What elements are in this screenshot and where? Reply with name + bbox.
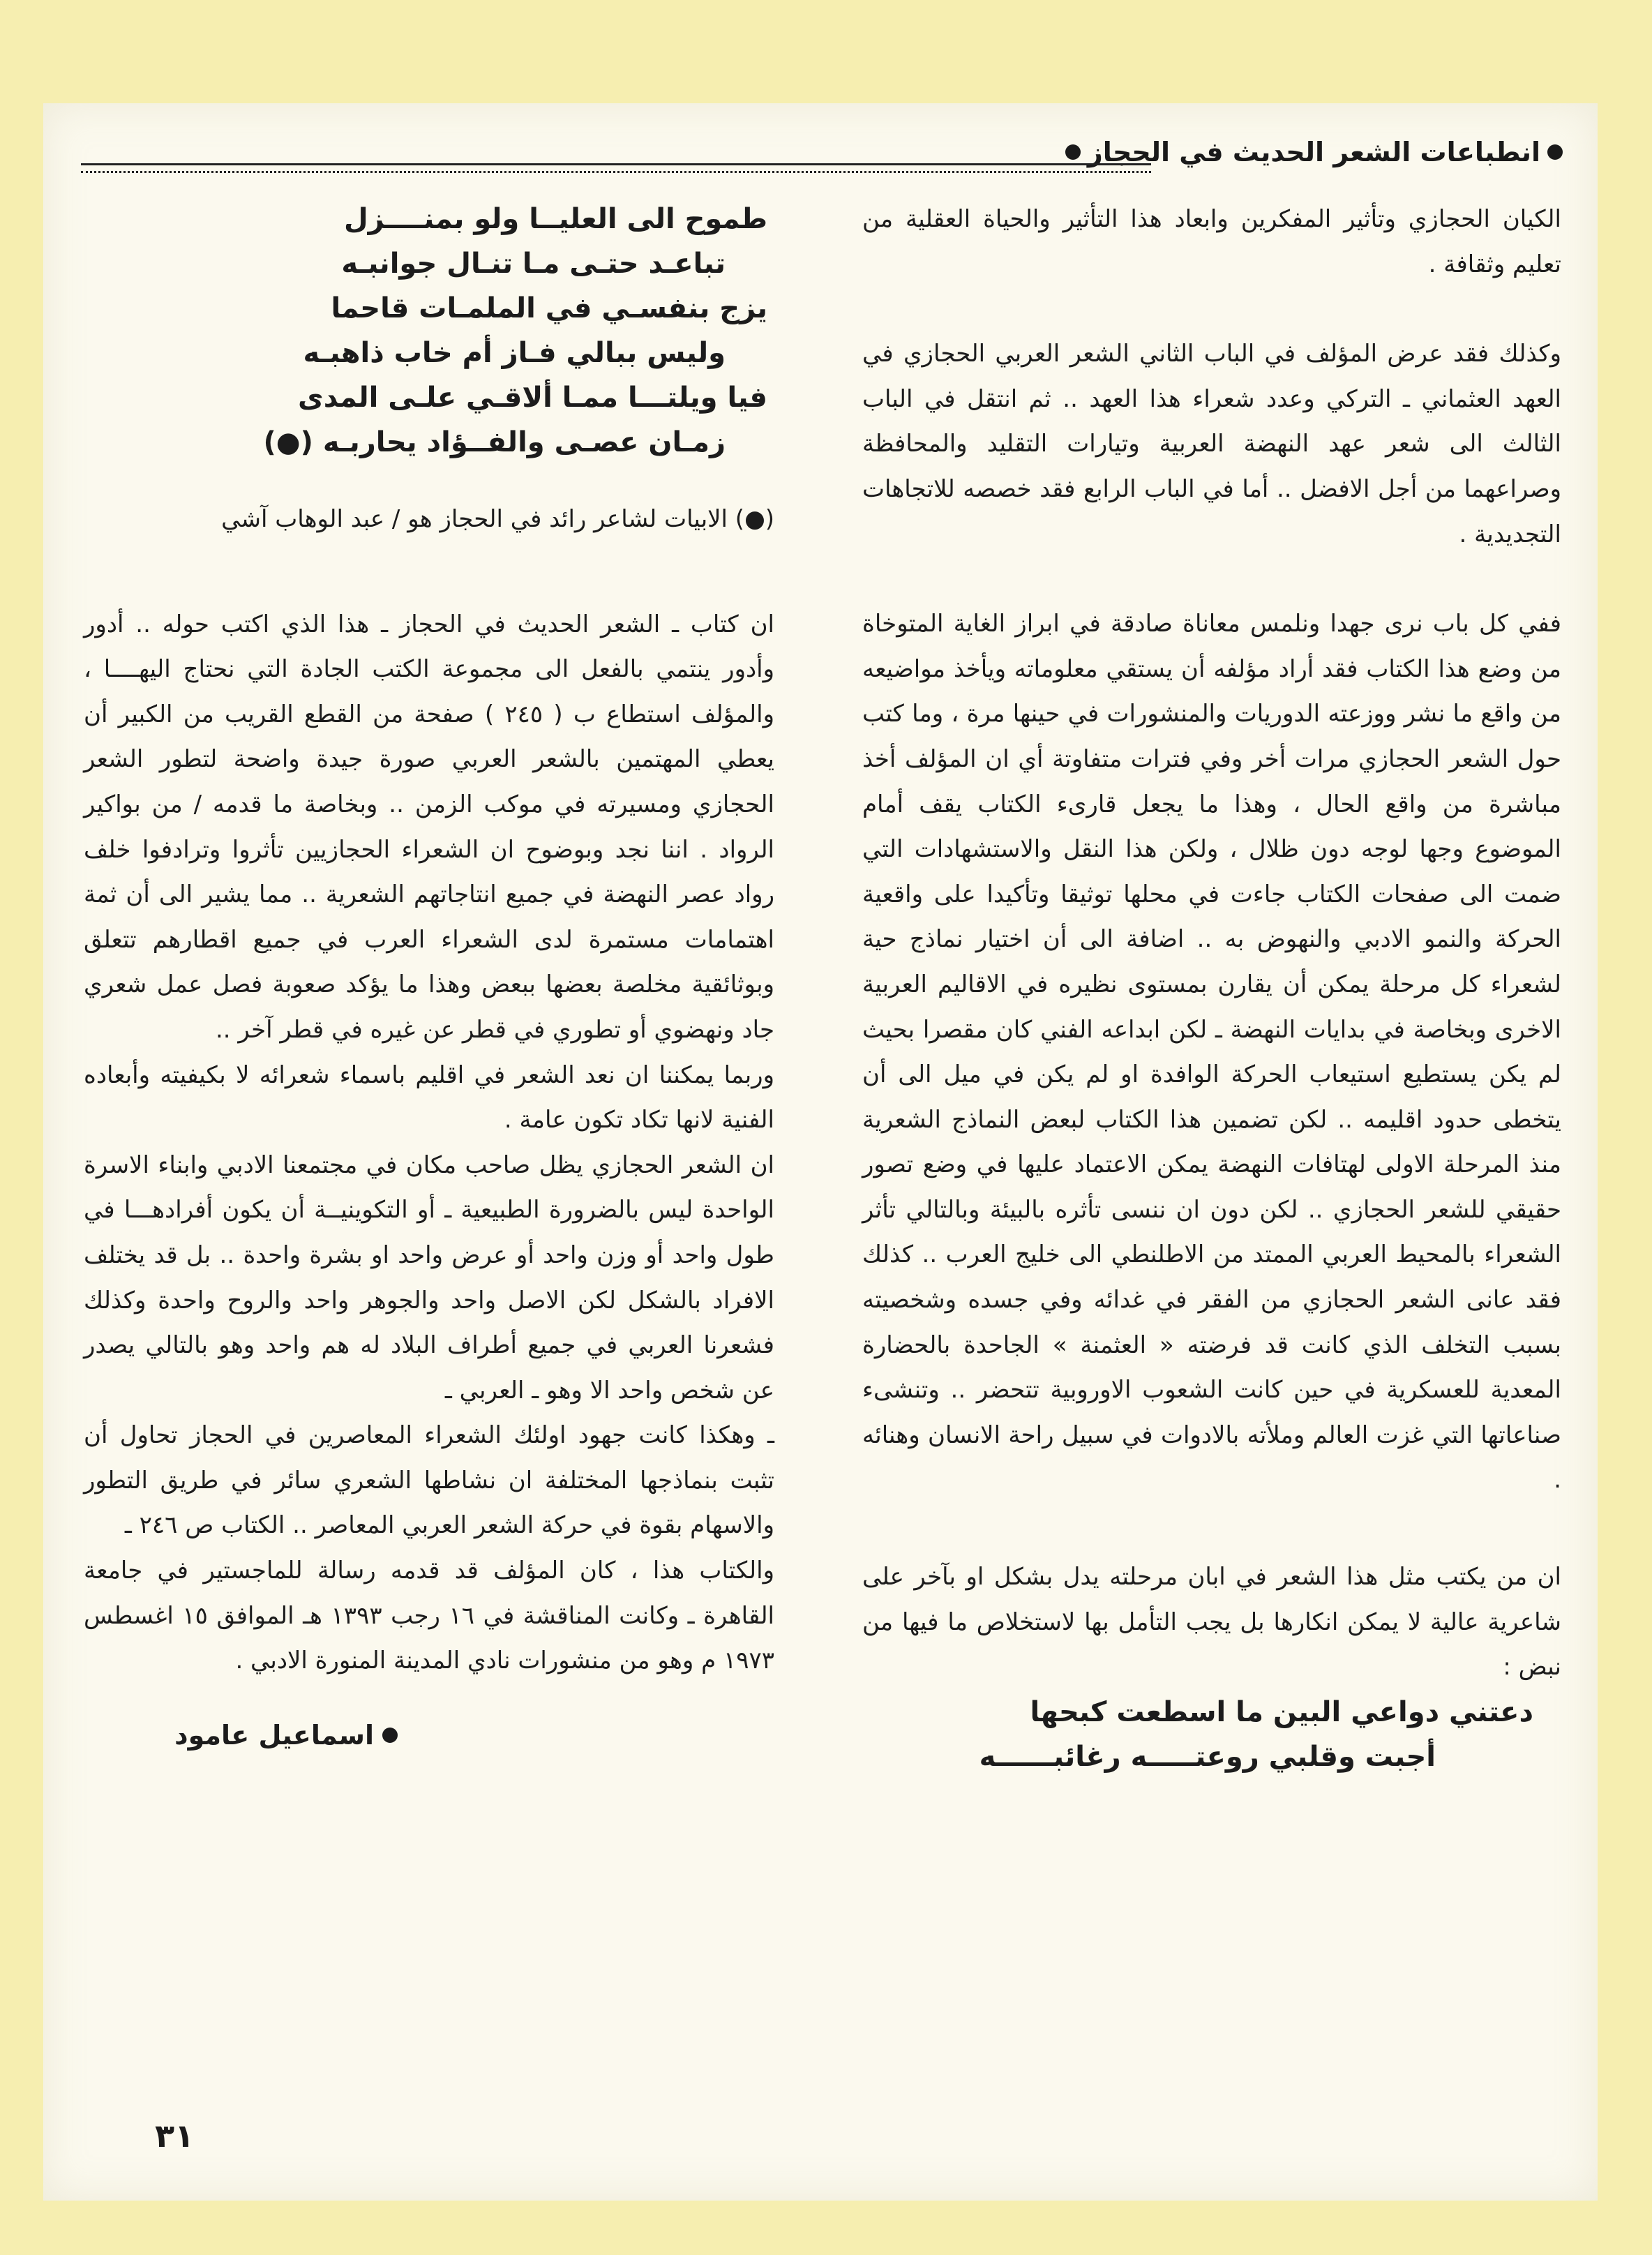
- left-paragraph-1: ان كتاب ـ الشعر الحديث في الحجاز ـ هذا الذي اكتب حوله .. أدور وأدور ينتمي بالفعل الى مجموعة الكتب الجادة التي نحتاج اليهــــا ، والمؤلف استطاع ب ( ٢٤٥ ) صفحة من القطع القريب من الكبير أن يعطي المهتمين بالشعر العربي صورة جيدة واضحة لتطور الشعر الحجازي ومسيرته في موكب الزمن .. وبخاصة ما قدمه / من بواكير الرواد . اننا نجد وبوضوح ان الشعراء الحجازيين تأثروا وترادفوا خلف رواد عصر النهضة في جميع انتاجاتهم الشعرية .. مما يشير الى أن ثمة اهتمامات مستمرة لدى الشعراء العرب في جميع اقطارهم تتعلق وبوثائقية مخلصة بعضها ببعض وهذا ما يؤكد صعوبة فصل عمل شعري جاد ونهضوي أو تطوري في قطر عن غيره في قطر آخر ..: [84, 610, 774, 1044]
- right-paragraph-1: الكيان الحجازي وتأثير المفكرين وابعاد هذا التأثير والحياة العقلية من تعليم وثقافة .: [862, 205, 1561, 278]
- left-column: [84, 197, 774, 1756]
- right-poem: [862, 1690, 1561, 1779]
- right-paragraph-2: وكذلك فقد عرض المؤلف في الباب الثاني الشعر العربي الحجازي في العهد العثماني ـ التركي وعدد شعراء هذا العهد .. ثم انتقل في الباب الثالث الى شعر عهد النهضة العربية وتيارات التقليد والمحافظة وصراعهما من أجل الافضل .. أما في الباب الرابع فقد خصصه للاتجاهات التجديدية .: [862, 340, 1561, 548]
- poem-line: فيا ويلتـــا ممـا ألاقـي علـى المدى: [298, 382, 767, 414]
- left-paragraph-2: وربما يمكننا ان نعد الشعر في اقليم باسماء شعرائه لا بكيفيته وأبعاده الفنية لانها تكاد تكون عامة .: [84, 1061, 774, 1134]
- author-signature: [84, 1714, 774, 1756]
- left-paragraph-4: ـ وهكذا كانت جهود اولئك الشعراء المعاصرين في الحجاز تحاول أن تثبت بنماذجها المختلفة ان نشاطها الشعري سائر في طريق التطور والاسهام بقوة في حركة الشعر العربي المعاصر .. الكتاب ص ٢٤٦ ـ: [84, 1421, 774, 1540]
- header-rule: [81, 163, 1151, 173]
- running-header: [43, 127, 1598, 183]
- magazine-page: [43, 103, 1598, 2201]
- left-paragraph-3: ان الشعر الحجازي يظل صاحب مكان في مجتمعنا الادبي وابناء الاسرة الواحدة ليس بالضرورة الطبيعية ـ أو التكوينيــة أن يكون أفرادهـــا في طول واحد أو وزن واحد أو عرض واحد او بشرة واحدة .. بل قد يختلف الافراد بالشكل لكن الاصل واحد والجوهر واحد والروح واحدة وكذلك فشعرنا العربي في جميع أطراف البلاد له هم واحد وهو بالتالي يصدر عن شخص واحد الا وهو ـ العربي ـ: [84, 1151, 774, 1404]
- right-paragraph-3: ففي كل باب نرى جهدا ونلمس معاناة صادقة في ابراز الغاية المتوخاة من وضع هذا الكتاب فقد أراد مؤلفه أن يستقي معلوماته ويأخذ مواضيعه من واقع ما نشر ووزعته الدوريات والمنشورات في حينها مرة ، وما كتب حول الشعر الحجازي مرات أخر وفي فترات متفاوتة أي ان المؤلف أخذ مباشرة من واقع الحال ، وهذا ما يجعل قارىء الكتاب يقف أمام الموضوع وجها لوجه دون ظلال ، ولكن هذا النقل والاستشهادات التي ضمت الى صفحات الكتاب جاءت في محلها توثيقا وتأكيدا على واقعية الحركة والنمو الادبي والنهوض به .. اضافة الى أن اختيار نماذج حية لشعراء كل مرحلة يمكن أن يقارن بمستوى نظيره في الاقاليم العربية الاخرى وبخاصة في بدايات النهضة ـ لكن ابداعه الفني كان مقصرا بحيث لم يكن يستطيع استيعاب الحركة الوافدة او لم يكن في ميل الى أن يتخطى حدود اقليمه .. لكن تضمين هذا الكتاب لبعض النماذج الشعرية منذ المرحلة الاولى لهتافات النهضة يمكن الاعتماد عليها في وضع تصور حقيقي للشعر الحجازي .. لكن دون ان ننسى تأثره بالبيئة وبالتالي تأثر الشعراء بالمحيط العربي الممتد من الاطلنطي الى خليج العرب .. كذلك فقد عانى الشعر الحجازي من الفقر في غدائه وفي جسده وشخصيته بسبب التخلف الذي كانت قد فرضته « العثمنة » الجاحدة بالحضارة المعدية للعسكرية في حين كانت الشعوب الاوروبية تتحضر .. وتنشىء صناعاتها التي غزت العالم وملأته بالادوات في سبيل راحة الانسان وهنائه .: [862, 610, 1561, 1494]
- header-title-text: انطباعات الشعر الحديث في الحجاز: [1087, 137, 1540, 167]
- bullet-icon: [382, 1728, 398, 1743]
- footnote: (●) الابيات لشاعر رائد في الحجاز هو / عبد الوهاب آشي: [221, 505, 774, 533]
- bullet-icon: [1065, 144, 1081, 160]
- bullet-icon: [1547, 144, 1563, 160]
- poem-line: تباعـد حتـى مـا تنـال جوانبـه: [341, 248, 726, 280]
- poem-line: زمـان عصـى والفــؤاد يحاربـه (●): [263, 426, 726, 458]
- poem-line: أجبت وقلبي روعتـــــه رغائبــــــه: [979, 1740, 1436, 1773]
- poem-line: وليس ببالي فـاز أم خاب ذاهبـه: [303, 337, 726, 369]
- left-poem: [84, 197, 774, 465]
- poem-line: يزج بنفسـي في الملمـات قاحما: [331, 292, 767, 324]
- poem-line: طموح الى العليــا ولو بمنــــزل: [343, 203, 767, 235]
- page-number: ٣١: [155, 2117, 195, 2155]
- left-paragraph-5: والكتاب هذا ، كان المؤلف قد قدمه رسالة للماجستير في جامعة القاهرة ـ وكانت المناقشة في ١٦ رجب ١٣٩٣ هـ الموافق ١٥ اغسطس ١٩٧٣ م وهو من منشورات نادي المدينة المنورة الادبي .: [84, 1557, 775, 1675]
- right-column: [862, 197, 1561, 1779]
- right-paragraph-4: ان من يكتب مثل هذا الشعر في ابان مرحلته يدل بشكل او بآخر على شاعرية عالية لا يمكن انكارها بل يجب التأمل بها لاستخلاص ما فيها من نبض :: [862, 1563, 1561, 1681]
- poem-line: دعتني دواعي البين ما اسطعت كبحها: [1030, 1695, 1533, 1728]
- author-name: اسماعيل عامود: [174, 1719, 374, 1751]
